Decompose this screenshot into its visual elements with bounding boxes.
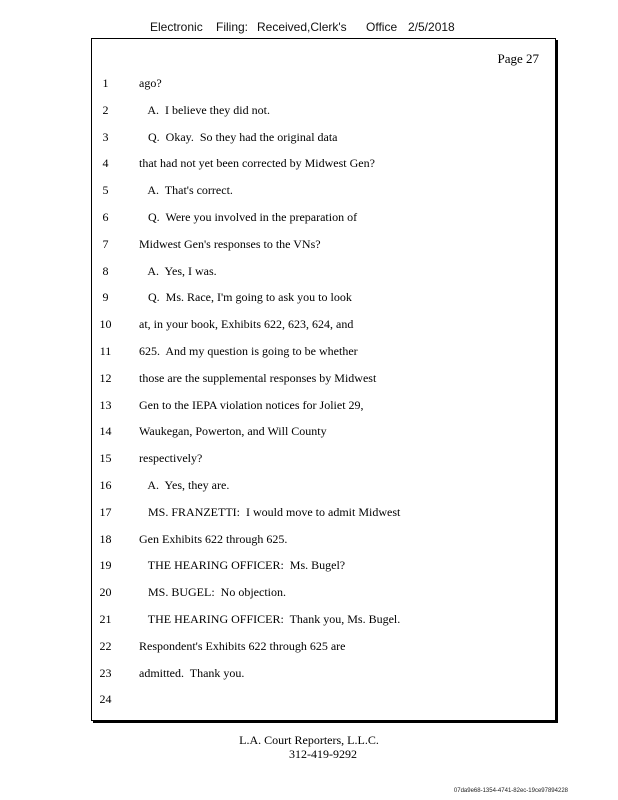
line-text: THE HEARING OFFICER: Thank you, Ms. Bugel. [139,612,401,626]
line-number: 4 [102,156,109,171]
line-number: 19 [99,558,112,573]
line-text: A. Yes, I was. [139,263,217,278]
line-text: THE HEARING OFFICER: Ms. Bugel? [139,558,346,573]
line-text: Q. Ms. Race, I'm going to ask you to look [139,290,352,305]
transcript-line [92,371,555,391]
filing-stamp-word: 2/5/2018 [408,20,455,34]
line-text: admitted. Thank you. [139,665,245,680]
line-number: 11 [99,344,112,358]
filing-stamp-word: Office [366,20,398,34]
transcript-line [92,505,555,525]
page-number: Page 27 [497,51,539,66]
filing-stamp-word: Electronic [150,20,203,34]
line-number: 10 [99,317,112,332]
transcript-line [92,558,555,578]
line-text: respectively? [139,451,203,466]
transcript-line [92,130,555,150]
line-text: A. Yes, they are. [139,478,230,492]
line-number: 7 [102,236,109,251]
transcript-line [92,451,555,471]
transcript-line [92,666,555,686]
line-text: Gen to the IEPA violation notices for Joliet 29, [139,397,364,412]
transcript-line [92,156,555,176]
line-text: Q. Okay. So they had the original data [139,129,338,144]
line-number: 6 [102,210,109,224]
line-number: 14 [99,424,112,439]
filing-stamp-word: Received,Clerk's [257,20,347,34]
transcript-line [92,692,555,712]
filing-stamp [150,20,470,36]
line-text: A. I believe they did not. [139,102,270,117]
transcript-line [92,612,555,632]
reporter-company: L.A. Court Reporters, L.L.C. [239,733,379,747]
line-number: 9 [102,290,109,305]
transcript-line [92,478,555,498]
line-text: Q. Were you involved in the preparation of [139,210,358,224]
transcript-line [92,532,555,552]
reporter-phone: 312-419-9292 [289,747,357,761]
line-number: 22 [99,638,112,653]
line-number: 8 [102,263,109,278]
line-text: that had not yet been corrected by Midwest Gen? [139,156,375,171]
line-text: Waukegan, Powerton, and Will County [139,424,327,439]
line-text: Gen Exhibits 622 through 625. [139,531,288,546]
line-number: 23 [99,665,112,680]
line-text: ago? [139,76,162,90]
transcript-line [92,264,555,284]
line-text: those are the supplemental responses by Midwest [139,370,377,385]
transcript-line [92,398,555,418]
line-number: 21 [99,612,112,626]
transcript-line [92,183,555,203]
line-number: 18 [99,531,112,546]
transcript-line [92,103,555,123]
line-number: 24 [99,692,112,707]
line-text: MS. BUGEL: No objection. [139,585,286,600]
line-number: 20 [99,585,112,600]
transcript-page [91,38,556,721]
transcript-line [92,290,555,310]
line-number: 16 [99,478,112,492]
line-text: Midwest Gen's responses to the VNs? [139,236,321,251]
line-number: 3 [102,129,109,144]
transcript-line [92,639,555,659]
line-number: 1 [102,76,109,90]
filing-stamp-word: Filing: [216,20,249,34]
transcript-line [92,344,555,364]
transcript-line [92,210,555,230]
transcript-line [92,424,555,444]
document-hash: 07da9e68-1354-4741-82ec-19ce97894228 [453,788,568,794]
line-text: 625. And my question is going to be whether [139,344,358,358]
line-number: 5 [102,183,109,198]
transcript-line [92,585,555,605]
line-number: 2 [102,102,109,117]
line-text: Respondent's Exhibits 622 through 625 are [139,638,346,653]
line-number: 15 [99,451,112,466]
line-number: 13 [99,397,112,412]
transcript-line [92,237,555,257]
line-text: A. That's correct. [139,183,233,198]
transcript-line [92,76,555,96]
line-text: MS. FRANZETTI: I would move to admit Midwest [139,504,401,519]
transcript-line [92,317,555,337]
line-number: 17 [99,504,112,519]
line-number: 12 [99,370,112,385]
line-text: at, in your book, Exhibits 622, 623, 624, and [139,317,354,332]
